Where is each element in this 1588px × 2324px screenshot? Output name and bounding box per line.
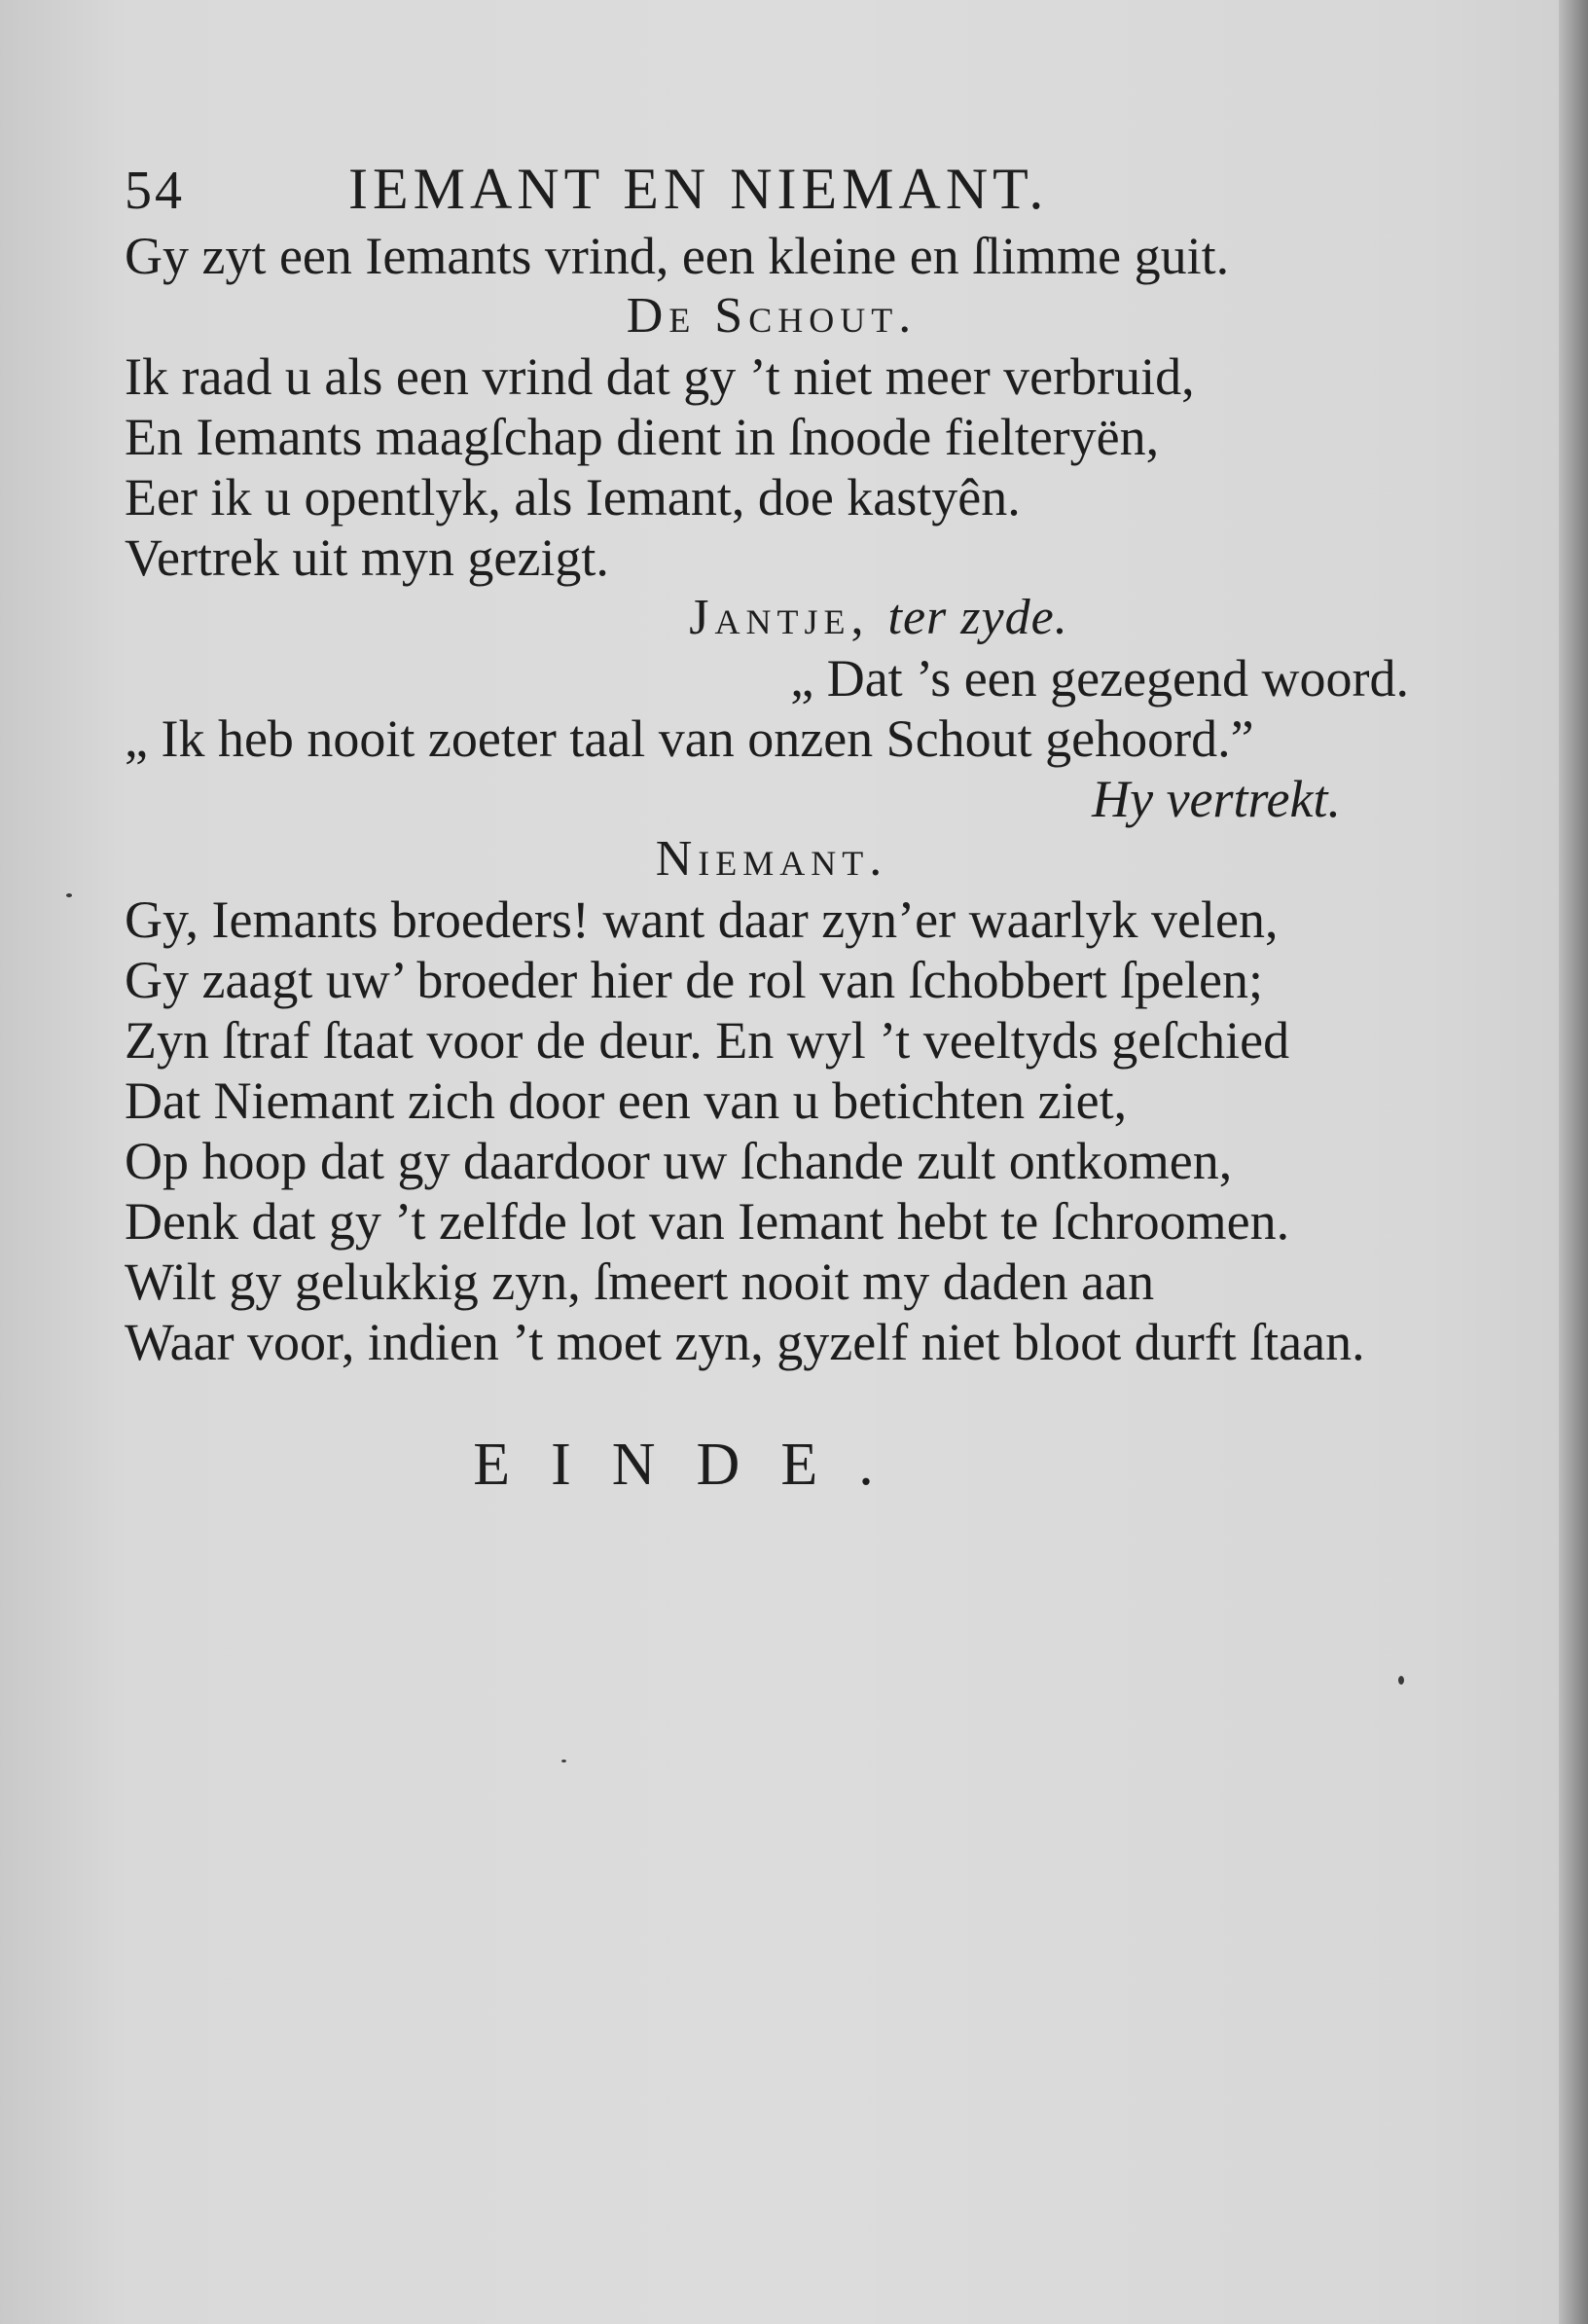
verse-line: Op hoop dat gy daardoor uw ſchande zult ontkomen, (125, 1132, 1233, 1190)
verse-line: Denk dat gy ’t zelfde lot van Iemant hebt te ſchroomen. (125, 1192, 1290, 1251)
aside-direction: ter zyde. (887, 590, 1068, 645)
paper-speck (66, 893, 72, 897)
verse-line: Gy zaagt uw’ broeder hier de rol van ſchobbert ſpelen; (125, 951, 1264, 1009)
stage-direction: Hy vertrekt. (1092, 770, 1341, 828)
page-gutter-shadow (1559, 0, 1588, 2324)
running-head (125, 156, 1419, 226)
verse-line: Dat Niemant zich door een van u betichten ziet, (125, 1071, 1128, 1130)
speaker-schout: De Schout. (626, 288, 918, 344)
paper-speck (1398, 1676, 1404, 1685)
verse-line: Waar voor, indien ’t moet zyn, gyzelf niet bloot durft ſtaan. (125, 1313, 1365, 1371)
running-title: IEMANT EN NIEMANT. (348, 157, 1049, 221)
verse-line: Gy, Iemants broeders! want daar zyn’er waarlyk velen, (125, 890, 1279, 949)
verse-line: Wilt gy gelukkig zyn, ſmeert nooit my daden aan (125, 1253, 1155, 1311)
verse-line: „ Ik heb nooit zoeter taal van onzen Schout gehoord.” (125, 709, 1254, 768)
verse-line: Vertrek uit myn gezigt. (125, 528, 609, 587)
verse-line: Zyn ſtraf ſtaat voor de deur. En wyl ’t veeltyds geſchied (125, 1011, 1290, 1070)
speaker-jantje-line (125, 588, 1419, 648)
text-block (125, 156, 1419, 1500)
page-number: 54 (125, 161, 185, 221)
verse-line: En Iemants maagſchap dient in ſnoode fielteryën, (125, 408, 1160, 466)
verse-line: Eer ik u opentlyk, als Iemant, doe kastyên. (125, 468, 1021, 527)
verse-line: Gy zyt een Iemants vrind, een kleine en ſlimme guit. (125, 227, 1230, 285)
speaker-niemant: Niemant. (655, 831, 888, 887)
verse-line: „ Dat ’s een gezegend woord. (790, 649, 1409, 708)
speaker-jantje: Jantje, (689, 590, 870, 645)
paper-speck (561, 1760, 566, 1762)
ending-title: EINDE. (473, 1432, 915, 1498)
verse-line: Ik raad u als een vrind dat gy ’t niet meer verbruid, (125, 347, 1195, 406)
